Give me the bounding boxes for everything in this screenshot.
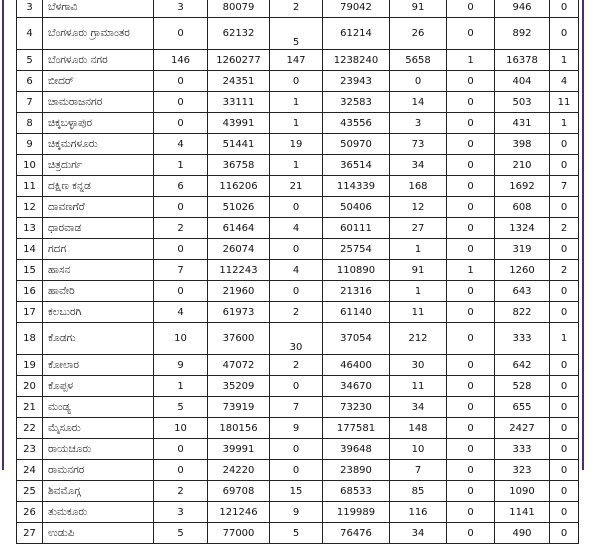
count-cell: 0 (270, 439, 323, 460)
serial-number-cell: 19 (17, 355, 43, 376)
count-cell: 1 (270, 113, 323, 134)
count-cell: 1 (154, 155, 208, 176)
count-cell: 73230 (323, 397, 390, 418)
count-cell: 2 (550, 218, 579, 239)
count-cell: 10 (390, 439, 447, 460)
count-cell: 0 (550, 418, 579, 439)
table-row (17, 302, 579, 323)
count-cell: 61140 (323, 302, 390, 323)
count-cell: 19 (270, 134, 323, 155)
count-cell: 0 (270, 239, 323, 260)
count-cell: 25754 (323, 239, 390, 260)
count-cell: 0 (154, 113, 208, 134)
count-cell: 0 (550, 134, 579, 155)
count-cell: 5658 (390, 50, 447, 71)
count-cell: 0 (550, 376, 579, 397)
count-cell: 35209 (208, 376, 270, 397)
count-cell: 1260277 (208, 50, 270, 71)
count-cell: 528 (495, 376, 550, 397)
table-row (17, 50, 579, 71)
serial-number-cell: 12 (17, 197, 43, 218)
count-cell: 0 (550, 397, 579, 418)
district-name-cell: ಕೊಪ್ಪಳ (43, 376, 154, 397)
serial-number-cell: 25 (17, 481, 43, 502)
count-cell: 0 (154, 92, 208, 113)
district-name-cell: ಕೋಲಾರ (43, 355, 154, 376)
count-cell: 503 (495, 92, 550, 113)
count-cell: 110890 (323, 260, 390, 281)
count-cell: 4 (154, 302, 208, 323)
count-cell: 37600 (208, 323, 270, 355)
count-cell: 0 (447, 18, 495, 50)
table-row (17, 176, 579, 197)
count-cell: 23890 (323, 460, 390, 481)
count-cell: 0 (447, 439, 495, 460)
serial-number-cell: 16 (17, 281, 43, 302)
count-cell: 0 (550, 18, 579, 50)
table-row (17, 239, 579, 260)
count-cell: 0 (447, 397, 495, 418)
count-cell: 319 (495, 239, 550, 260)
district-name-cell: ದಕ್ಷಿಣ ಕನ್ನಡ (43, 176, 154, 197)
count-cell: 146 (154, 50, 208, 71)
count-cell: 0 (154, 18, 208, 50)
count-cell: 4 (154, 134, 208, 155)
count-cell: 0 (447, 134, 495, 155)
count-cell: 119989 (323, 502, 390, 523)
district-name-cell: ಧಾರವಾಡ (43, 218, 154, 239)
count-cell: 333 (495, 323, 550, 355)
district-name-cell: ತುಮಕೂರು (43, 502, 154, 523)
district-name-cell: ಚಿಕ್ಕಬಳ್ಳಾಪುರ (43, 113, 154, 134)
count-cell: 2427 (495, 418, 550, 439)
serial-number-cell: 9 (17, 134, 43, 155)
table-row (17, 397, 579, 418)
count-cell: 26 (390, 18, 447, 50)
district-name-cell: ಕೊಡಗು (43, 323, 154, 355)
count-cell: 0 (447, 376, 495, 397)
count-cell: 398 (495, 134, 550, 155)
serial-number-cell: 7 (17, 92, 43, 113)
count-cell: 5 (270, 18, 323, 50)
serial-number-cell: 23 (17, 439, 43, 460)
count-cell: 0 (270, 460, 323, 481)
count-cell: 0 (270, 281, 323, 302)
count-cell: 1 (270, 155, 323, 176)
district-name-cell: ಮಂಡ್ಯ (43, 397, 154, 418)
table-row (17, 460, 579, 481)
count-cell: 51026 (208, 197, 270, 218)
district-name-cell: ಗದಗ (43, 239, 154, 260)
serial-number-cell: 13 (17, 218, 43, 239)
count-cell: 34 (390, 155, 447, 176)
count-cell: 11 (390, 376, 447, 397)
serial-number-cell: 3 (17, 0, 43, 18)
count-cell: 1 (447, 260, 495, 281)
count-cell: 7 (154, 260, 208, 281)
table-row (17, 155, 579, 176)
count-cell: 11 (550, 92, 579, 113)
count-cell: 0 (550, 239, 579, 260)
count-cell: 0 (154, 239, 208, 260)
count-cell: 333 (495, 439, 550, 460)
district-name-cell: ಹಾವೇರಿ (43, 281, 154, 302)
count-cell: 0 (447, 0, 495, 18)
district-name-cell: ಹಾಸನ (43, 260, 154, 281)
count-cell: 0 (550, 439, 579, 460)
count-cell: 2 (154, 218, 208, 239)
count-cell: 16378 (495, 50, 550, 71)
count-cell: 43991 (208, 113, 270, 134)
table-row (17, 439, 579, 460)
count-cell: 91 (390, 260, 447, 281)
table-row (17, 113, 579, 134)
district-name-cell: ಬೆಂಗಳೂರು ಗ್ರಾಮಾಂತರ (43, 18, 154, 50)
count-cell: 0 (154, 197, 208, 218)
count-cell: 26074 (208, 239, 270, 260)
count-cell: 0 (447, 239, 495, 260)
count-cell: 0 (447, 197, 495, 218)
table-row (17, 523, 579, 544)
district-name-cell: ದಾವಣಗೆರೆ (43, 197, 154, 218)
count-cell: 0 (447, 302, 495, 323)
count-cell: 822 (495, 302, 550, 323)
count-cell: 43556 (323, 113, 390, 134)
count-cell: 892 (495, 18, 550, 50)
count-cell: 946 (495, 0, 550, 18)
count-cell: 0 (550, 523, 579, 544)
count-cell: 62132 (208, 18, 270, 50)
count-cell: 0 (550, 355, 579, 376)
count-cell: 21960 (208, 281, 270, 302)
count-cell: 68533 (323, 481, 390, 502)
district-name-cell: ಚಿತ್ರದುರ್ಗ (43, 155, 154, 176)
serial-number-cell: 20 (17, 376, 43, 397)
count-cell: 60111 (323, 218, 390, 239)
count-cell: 1 (390, 239, 447, 260)
count-cell: 116206 (208, 176, 270, 197)
count-cell: 2 (550, 260, 579, 281)
count-cell: 0 (270, 376, 323, 397)
count-cell: 0 (447, 355, 495, 376)
count-cell: 79042 (323, 0, 390, 18)
serial-number-cell: 17 (17, 302, 43, 323)
count-cell: 0 (550, 502, 579, 523)
count-cell: 1260 (495, 260, 550, 281)
count-cell: 0 (550, 155, 579, 176)
district-name-cell: ಚಿಕ್ಕಮಗಳೂರು (43, 134, 154, 155)
count-cell: 210 (495, 155, 550, 176)
count-cell: 5 (154, 397, 208, 418)
serial-number-cell: 10 (17, 155, 43, 176)
table-row (17, 0, 579, 18)
district-name-cell: ರಾಯಚೂರು (43, 439, 154, 460)
count-cell: 34670 (323, 376, 390, 397)
count-cell: 34 (390, 523, 447, 544)
table-row (17, 71, 579, 92)
count-cell: 0 (270, 71, 323, 92)
serial-number-cell: 22 (17, 418, 43, 439)
count-cell: 12 (390, 197, 447, 218)
count-cell: 3 (390, 113, 447, 134)
count-cell: 147 (270, 50, 323, 71)
count-cell: 2 (270, 355, 323, 376)
count-cell: 4 (270, 218, 323, 239)
count-cell: 0 (154, 71, 208, 92)
count-cell: 0 (270, 197, 323, 218)
count-cell: 7 (270, 397, 323, 418)
count-cell: 323 (495, 460, 550, 481)
district-name-cell: ಮೈಸೂರು (43, 418, 154, 439)
count-cell: 0 (447, 418, 495, 439)
count-cell: 404 (495, 71, 550, 92)
table-row (17, 418, 579, 439)
count-cell: 15 (270, 481, 323, 502)
count-cell: 61973 (208, 302, 270, 323)
count-cell: 1 (550, 323, 579, 355)
count-cell: 9 (270, 418, 323, 439)
count-cell: 10 (154, 323, 208, 355)
serial-number-cell: 11 (17, 176, 43, 197)
serial-number-cell: 18 (17, 323, 43, 355)
serial-number-cell: 5 (17, 50, 43, 71)
count-cell: 0 (447, 71, 495, 92)
count-cell: 33111 (208, 92, 270, 113)
table-row (17, 502, 579, 523)
table-row (17, 18, 579, 50)
count-cell: 34 (390, 397, 447, 418)
count-cell: 24351 (208, 71, 270, 92)
count-cell: 6 (154, 176, 208, 197)
count-cell: 0 (447, 481, 495, 502)
count-cell: 116 (390, 502, 447, 523)
count-cell: 4 (270, 260, 323, 281)
page-border-right (582, 0, 584, 470)
table-body (17, 0, 579, 544)
count-cell: 121246 (208, 502, 270, 523)
count-cell: 0 (447, 113, 495, 134)
count-cell: 655 (495, 397, 550, 418)
count-cell: 27 (390, 218, 447, 239)
district-name-cell: ಉಡುಪಿ (43, 523, 154, 544)
count-cell: 9 (270, 502, 323, 523)
count-cell: 0 (447, 92, 495, 113)
count-cell: 0 (447, 460, 495, 481)
serial-number-cell: 26 (17, 502, 43, 523)
count-cell: 7 (390, 460, 447, 481)
count-cell: 47072 (208, 355, 270, 376)
count-cell: 77000 (208, 523, 270, 544)
count-cell: 91 (390, 0, 447, 18)
serial-number-cell: 21 (17, 397, 43, 418)
count-cell: 1324 (495, 218, 550, 239)
count-cell: 1692 (495, 176, 550, 197)
count-cell: 30 (390, 355, 447, 376)
count-cell: 32583 (323, 92, 390, 113)
count-cell: 21316 (323, 281, 390, 302)
count-cell: 642 (495, 355, 550, 376)
table-row (17, 355, 579, 376)
count-cell: 0 (447, 218, 495, 239)
district-name-cell: ಬೆಳಗಾವಿ (43, 0, 154, 18)
count-cell: 0 (154, 281, 208, 302)
count-cell: 0 (390, 71, 447, 92)
district-name-cell: ಬೆಂಗಳೂರು ನಗರ (43, 50, 154, 71)
count-cell: 14 (390, 92, 447, 113)
count-cell: 73919 (208, 397, 270, 418)
table-row (17, 92, 579, 113)
count-cell: 1238240 (323, 50, 390, 71)
count-cell: 85 (390, 481, 447, 502)
count-cell: 1 (447, 50, 495, 71)
district-name-cell: ಬೀದರ್ (43, 71, 154, 92)
count-cell: 1 (550, 113, 579, 134)
count-cell: 50970 (323, 134, 390, 155)
count-cell: 3 (154, 0, 208, 18)
count-cell: 148 (390, 418, 447, 439)
count-cell: 5 (270, 523, 323, 544)
count-cell: 0 (447, 155, 495, 176)
count-cell: 1141 (495, 502, 550, 523)
district-cases-table (16, 0, 579, 544)
table-row (17, 134, 579, 155)
count-cell: 24220 (208, 460, 270, 481)
count-cell: 11 (390, 302, 447, 323)
count-cell: 0 (550, 302, 579, 323)
serial-number-cell: 4 (17, 18, 43, 50)
count-cell: 212 (390, 323, 447, 355)
count-cell: 0 (154, 460, 208, 481)
count-cell: 39991 (208, 439, 270, 460)
table-row (17, 281, 579, 302)
count-cell: 0 (550, 0, 579, 18)
serial-number-cell: 14 (17, 239, 43, 260)
count-cell: 0 (447, 502, 495, 523)
count-cell: 4 (550, 71, 579, 92)
count-cell: 2 (270, 302, 323, 323)
count-cell: 0 (154, 439, 208, 460)
count-cell: 1 (270, 92, 323, 113)
serial-number-cell: 8 (17, 113, 43, 134)
count-cell: 2 (154, 481, 208, 502)
count-cell: 36514 (323, 155, 390, 176)
count-cell: 1090 (495, 481, 550, 502)
count-cell: 168 (390, 176, 447, 197)
count-cell: 73 (390, 134, 447, 155)
serial-number-cell: 27 (17, 523, 43, 544)
count-cell: 5 (154, 523, 208, 544)
count-cell: 10 (154, 418, 208, 439)
count-cell: 608 (495, 197, 550, 218)
serial-number-cell: 6 (17, 71, 43, 92)
count-cell: 177581 (323, 418, 390, 439)
count-cell: 0 (447, 323, 495, 355)
count-cell: 61464 (208, 218, 270, 239)
count-cell: 1 (390, 281, 447, 302)
table-row (17, 218, 579, 239)
count-cell: 76476 (323, 523, 390, 544)
count-cell: 490 (495, 523, 550, 544)
count-cell: 36758 (208, 155, 270, 176)
count-cell: 61214 (323, 18, 390, 50)
table-row (17, 323, 579, 355)
count-cell: 0 (447, 176, 495, 197)
count-cell: 21 (270, 176, 323, 197)
count-cell: 2 (270, 0, 323, 18)
count-cell: 180156 (208, 418, 270, 439)
district-name-cell: ಶಿವಮೊಗ್ಗ (43, 481, 154, 502)
count-cell: 50406 (323, 197, 390, 218)
table-row (17, 197, 579, 218)
count-cell: 69708 (208, 481, 270, 502)
count-cell: 0 (550, 197, 579, 218)
count-cell: 0 (447, 523, 495, 544)
serial-number-cell: 15 (17, 260, 43, 281)
count-cell: 1 (154, 376, 208, 397)
count-cell: 431 (495, 113, 550, 134)
table-row (17, 260, 579, 281)
count-cell: 39648 (323, 439, 390, 460)
count-cell: 37054 (323, 323, 390, 355)
count-cell: 0 (447, 281, 495, 302)
count-cell: 643 (495, 281, 550, 302)
count-cell: 0 (550, 281, 579, 302)
count-cell: 0 (550, 460, 579, 481)
district-name-cell: ಕಲಬುರಗಿ (43, 302, 154, 323)
count-cell: 30 (270, 323, 323, 355)
count-cell: 1 (550, 50, 579, 71)
district-name-cell: ಚಾಮರಾಜನಗರ (43, 92, 154, 113)
count-cell: 46400 (323, 355, 390, 376)
count-cell: 9 (154, 355, 208, 376)
count-cell: 0 (550, 481, 579, 502)
serial-number-cell: 24 (17, 460, 43, 481)
district-name-cell: ರಾಮನಗರ (43, 460, 154, 481)
count-cell: 80079 (208, 0, 270, 18)
count-cell: 112243 (208, 260, 270, 281)
count-cell: 51441 (208, 134, 270, 155)
count-cell: 7 (550, 176, 579, 197)
table-row (17, 481, 579, 502)
count-cell: 3 (154, 502, 208, 523)
count-cell: 114339 (323, 176, 390, 197)
table-row (17, 376, 579, 397)
page-border-left (2, 0, 4, 470)
count-cell: 23943 (323, 71, 390, 92)
